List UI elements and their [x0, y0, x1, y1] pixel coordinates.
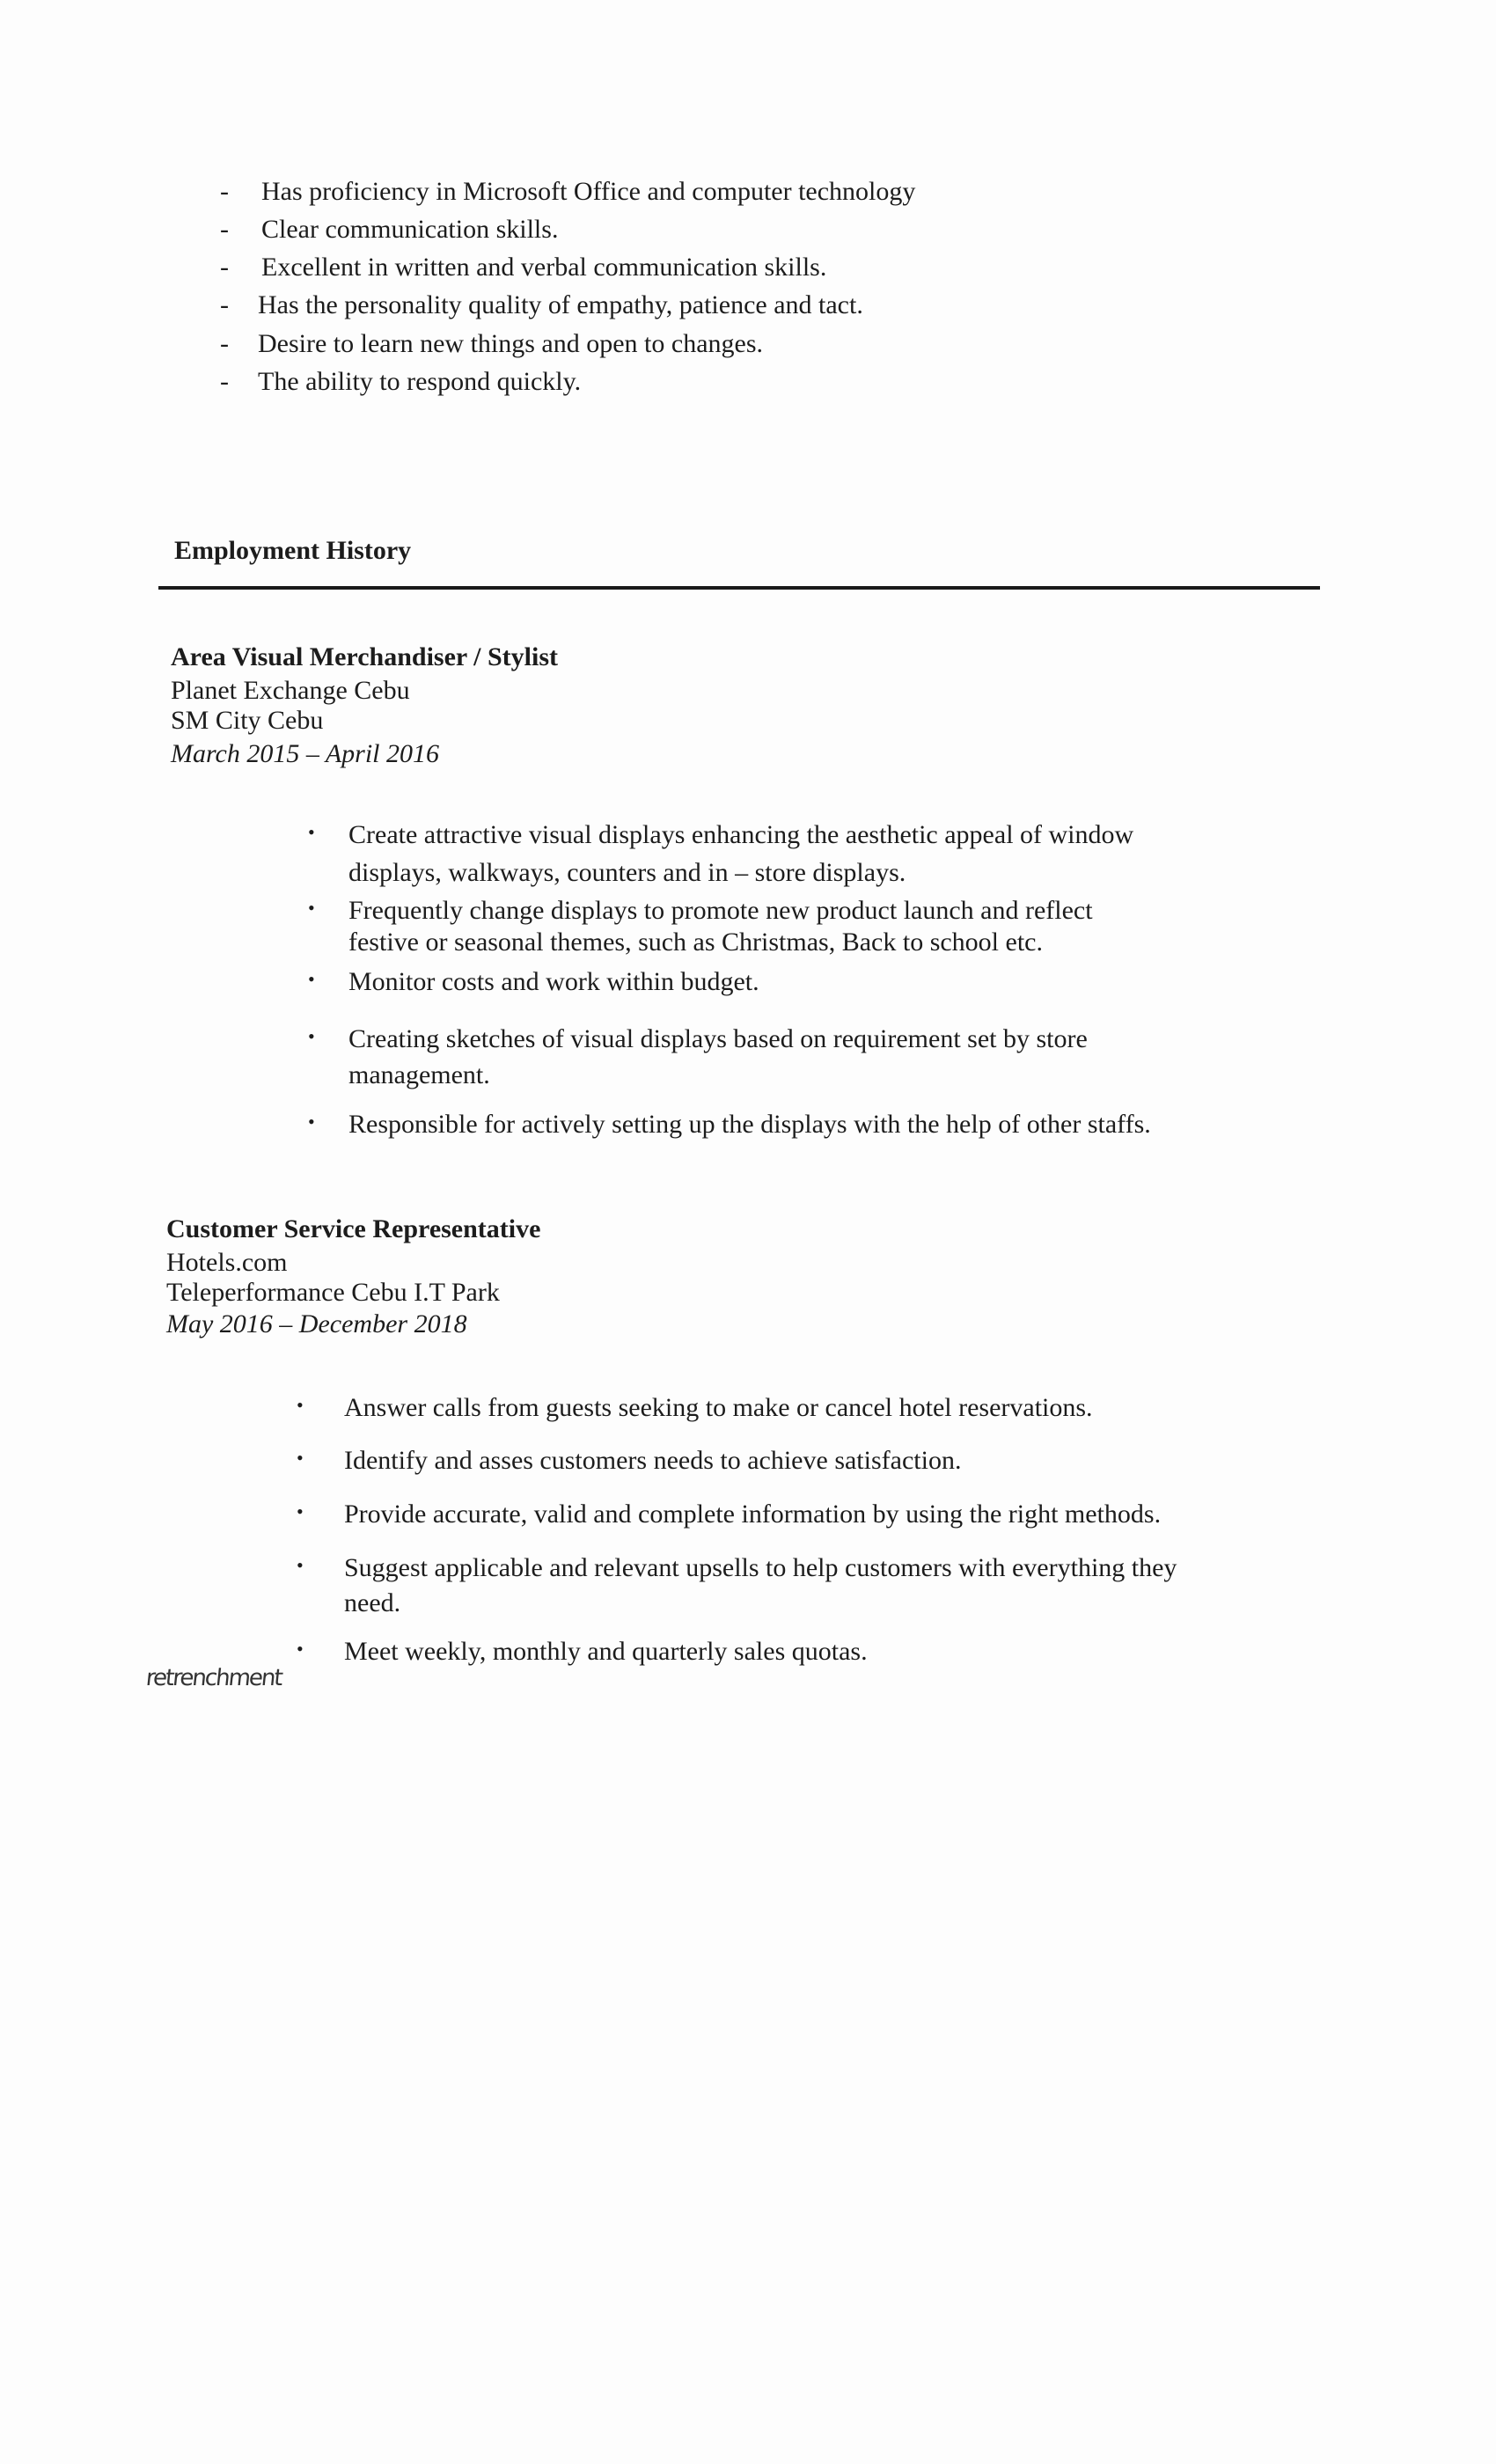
- section-heading-employment: Employment History: [174, 536, 412, 565]
- duty-line: displays, walkways, counters and in – store displays.: [348, 858, 906, 887]
- bullet-icon: •: [308, 897, 315, 919]
- bullet-icon: •: [297, 1554, 304, 1576]
- duty-line: Identify and asses customers needs to achieve satisfaction.: [344, 1446, 962, 1475]
- skill-item: Has the personality quality of empathy, patience and tact.: [258, 290, 863, 319]
- bullet-icon: •: [308, 821, 315, 843]
- bullet-icon: •: [297, 1447, 304, 1469]
- duty-line: Provide accurate, valid and complete information by using the right methods.: [344, 1500, 1162, 1529]
- job-title: Area Visual Merchandiser / Stylist: [171, 642, 559, 671]
- duty-line: Answer calls from guests seeking to make or cancel hotel reservations.: [344, 1393, 1093, 1422]
- bullet-icon: •: [297, 1500, 304, 1522]
- job-company: Hotels.com: [166, 1248, 288, 1277]
- bullet-icon: •: [308, 1111, 315, 1133]
- duty-line: Meet weekly, monthly and quarterly sales quotas.: [344, 1637, 868, 1666]
- dash: -: [220, 290, 229, 319]
- dash: -: [220, 253, 229, 282]
- duty-line: need.: [344, 1588, 401, 1617]
- job-title: Customer Service Representative: [166, 1214, 541, 1243]
- duty-line: Responsible for actively setting up the displays with the help of other staffs.: [348, 1110, 1151, 1139]
- bullet-icon: •: [308, 968, 315, 990]
- skill-item: The ability to respond quickly.: [258, 367, 582, 396]
- job-company: Planet Exchange Cebu: [171, 676, 410, 705]
- duty-line: festive or seasonal themes, such as Christmas, Back to school etc.: [348, 928, 1043, 957]
- dash: -: [220, 329, 229, 358]
- bullet-icon: •: [297, 1394, 304, 1416]
- skill-item: Desire to learn new things and open to changes.: [258, 329, 763, 358]
- duty-line: Creating sketches of visual displays based on requirement set by store: [348, 1024, 1088, 1053]
- handwritten-note: retrenchment: [144, 1665, 283, 1691]
- skill-item: Excellent in written and verbal communication skills.: [261, 253, 827, 282]
- bullet-icon: •: [308, 1025, 315, 1047]
- job-location: SM City Cebu: [171, 706, 324, 735]
- duty-line: Frequently change displays to promote new product launch and reflect: [348, 896, 1093, 925]
- duty-line: Monitor costs and work within budget.: [348, 967, 759, 996]
- skill-item: Clear communication skills.: [261, 215, 559, 244]
- job-location: Teleperformance Cebu I.T Park: [166, 1278, 500, 1307]
- skill-item: Has proficiency in Microsoft Office and computer technology: [261, 177, 916, 206]
- duty-line: management.: [348, 1060, 490, 1089]
- duty-line: Create attractive visual displays enhancing the aesthetic appeal of window: [348, 820, 1134, 849]
- dash: -: [220, 367, 229, 396]
- duty-line: Suggest applicable and relevant upsells to help customers with everything they: [344, 1553, 1177, 1582]
- dash: -: [220, 177, 229, 206]
- job-dates: May 2016 – December 2018: [166, 1309, 467, 1338]
- bullet-icon: •: [297, 1638, 304, 1660]
- dash: -: [220, 215, 229, 244]
- section-divider: [158, 586, 1320, 590]
- job-dates: March 2015 – April 2016: [171, 739, 439, 768]
